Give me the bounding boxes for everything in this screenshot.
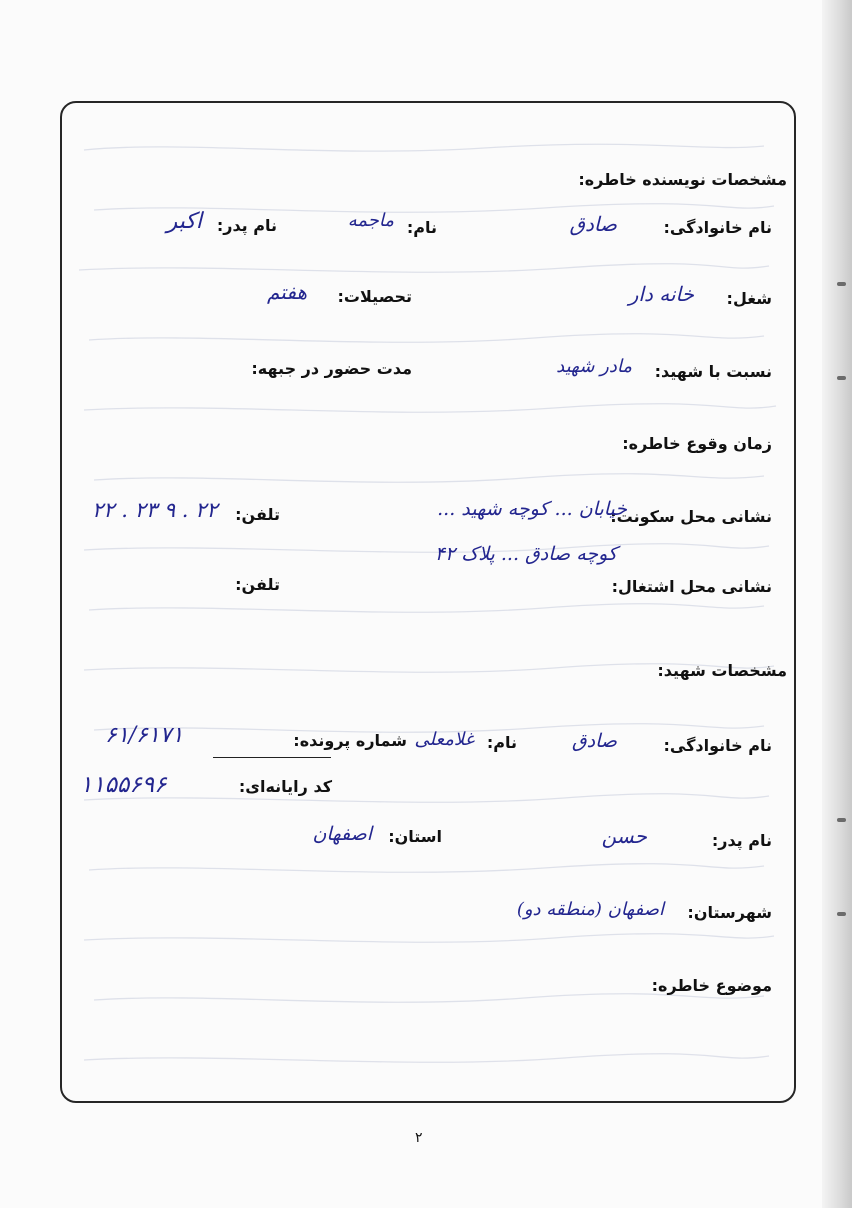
staple bbox=[837, 376, 846, 380]
martyr-family-value: صادق bbox=[571, 730, 617, 752]
writer-address-line1: خیابان ... کوچه شهید ... bbox=[437, 498, 627, 520]
writer-job-value: خانه دار bbox=[628, 282, 694, 306]
form-border bbox=[60, 101, 796, 1103]
martyr-code-label: کد رایانه‌ای: bbox=[238, 777, 332, 796]
writer-father-value: اکبر bbox=[166, 209, 202, 234]
martyr-father-value: حسن bbox=[601, 824, 647, 848]
martyr-city-label: شهرستان: bbox=[687, 903, 772, 922]
writer-relation-value: مادر شهید bbox=[556, 356, 632, 377]
writer-section-title: مشخصات نویسنده خاطره: bbox=[578, 170, 787, 189]
martyr-city-value: اصفهان (منطقه دو) bbox=[516, 899, 664, 920]
martyr-name-label: نام: bbox=[486, 733, 517, 752]
writer-phone-label: تلفن: bbox=[235, 505, 280, 524]
writer-family-value: صادق bbox=[569, 212, 617, 236]
writer-education-value: هفتم bbox=[266, 280, 307, 304]
martyr-province-value: اصفهان bbox=[312, 823, 372, 845]
writer-presence-label: مدت حضور در جبهه: bbox=[251, 359, 412, 378]
writer-address-label: نشانی محل سکونت: bbox=[610, 507, 772, 526]
writer-work-address-label: نشانی محل اشتغال: bbox=[611, 577, 772, 596]
writer-father-label: نام پدر: bbox=[216, 216, 277, 235]
writer-event-time-label: زمان وقوع خاطره: bbox=[622, 434, 772, 453]
martyr-subject-label: موضوع خاطره: bbox=[651, 976, 772, 995]
page-edge bbox=[822, 0, 852, 1208]
martyr-file-label: شماره پرونده: bbox=[293, 731, 407, 750]
staple bbox=[837, 282, 846, 286]
file-number-underline bbox=[213, 757, 331, 758]
martyr-family-label: نام خانوادگی: bbox=[663, 736, 772, 755]
martyr-name-value: غلامعلی bbox=[414, 729, 474, 750]
writer-name-value: ماجمه bbox=[347, 210, 394, 231]
martyr-province-label: استان: bbox=[388, 827, 442, 846]
writer-job-label: شغل: bbox=[726, 289, 772, 308]
staple bbox=[837, 912, 846, 916]
page-number: ۲ bbox=[415, 1130, 423, 1146]
martyr-file-value: ۶۱/۶۱۷۱ bbox=[105, 723, 184, 748]
writer-family-label: نام خانوادگی: bbox=[663, 218, 772, 237]
writer-name-label: نام: bbox=[406, 218, 437, 237]
writer-education-label: تحصیلات: bbox=[337, 287, 412, 306]
martyr-father-label: نام پدر: bbox=[711, 831, 772, 850]
writer-address-line2: کوچه صادق ... پلاک ۴۲ bbox=[434, 543, 617, 565]
martyr-code-value: ۱۱۵۵۶۹۶ bbox=[80, 772, 167, 798]
writer-relation-label: نسبت با شهید: bbox=[654, 362, 772, 381]
writer-work-phone-label: تلفن: bbox=[235, 575, 280, 594]
writer-phone-value: ۲۲ . ۲۳ ۹ . ۲۲ bbox=[92, 498, 218, 522]
staple bbox=[837, 818, 846, 822]
martyr-section-title: مشخصات شهید: bbox=[657, 661, 787, 680]
